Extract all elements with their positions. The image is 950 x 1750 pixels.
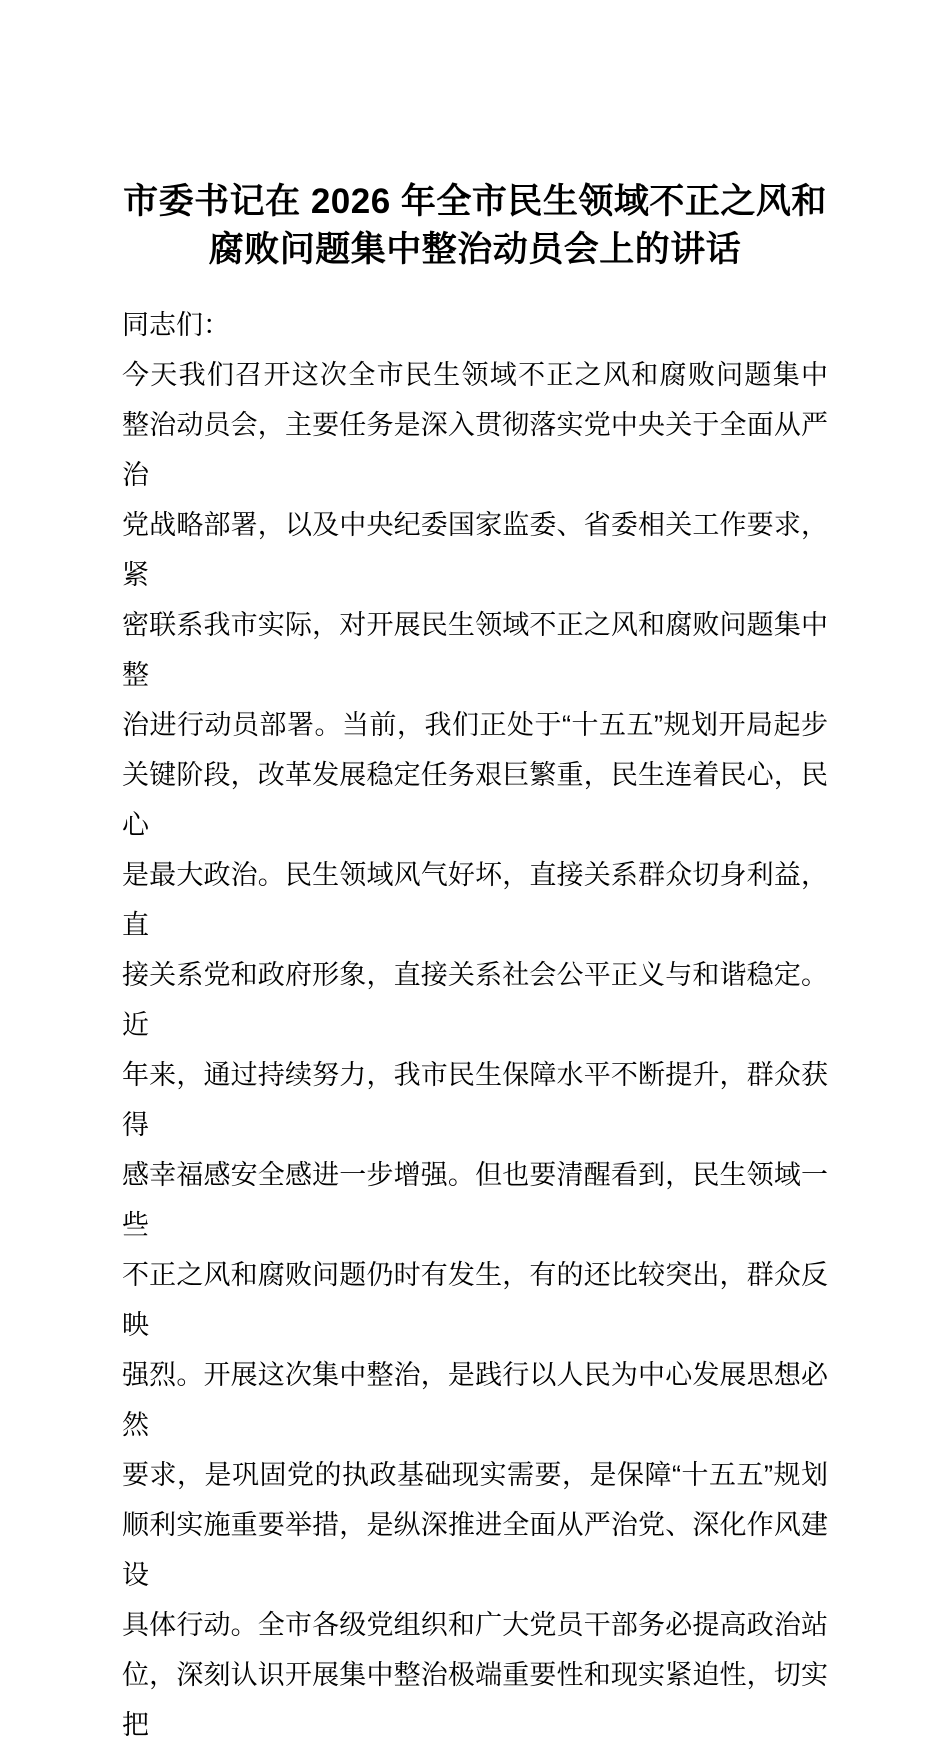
- paragraph-line: 强烈。开展这次集中整治，是践行以人民为中心发展思想必然: [122, 1360, 828, 1440]
- paragraph-line: 党战略部署，以及中央纪委国家监委、省委相关工作要求，紧: [122, 510, 828, 590]
- paragraph-line: 位，深刻认识开展集中整治极端重要性和现实紧迫性，切实把: [122, 1660, 828, 1740]
- paragraph-line: 是最大政治。民生领域风气好坏，直接关系群众切身利益，直: [122, 860, 828, 940]
- paragraph-line: 接关系党和政府形象，直接关系社会公平正义与和谐稳定。近: [122, 960, 828, 1040]
- document-title-line: 市委书记在 2026 年全市民生领域不正之风和: [123, 182, 827, 221]
- paragraph-line: 密联系我市实际，对开展民生领域不正之风和腐败问题集中整: [122, 610, 828, 690]
- paragraph-line: 感幸福感安全感进一步增强。但也要清醒看到，民生领域一些: [122, 1160, 828, 1240]
- paragraph-line: 年来，通过持续努力，我市民生保障水平不断提升，群众获得: [122, 1060, 828, 1140]
- document-title-line: 腐败问题集中整治动员会上的讲话: [208, 230, 742, 269]
- paragraph-line: 要求，是巩固党的执政基础现实需要，是保障“十五五”规划: [122, 1460, 828, 1490]
- document-title: [122, 178, 828, 274]
- document-body: [122, 300, 828, 1750]
- paragraph-line: 整治动员会，主要任务是深入贯彻落实党中央关于全面从严治: [122, 410, 828, 490]
- paragraph-line: 顺利实施重要举措，是纵深推进全面从严治党、深化作风建设: [122, 1510, 828, 1590]
- paragraph-line: 今天我们召开这次全市民生领域不正之风和腐败问题集中: [122, 360, 828, 390]
- paragraph: [122, 350, 828, 1750]
- salutation-line: 同志们：: [122, 310, 230, 340]
- paragraph-line: 具体行动。全市各级党组织和广大党员干部务必提高政治站: [122, 1610, 828, 1640]
- paragraph-line: 关键阶段，改革发展稳定任务艰巨繁重，民生连着民心，民心: [122, 760, 828, 840]
- paragraph-line: 治进行动员部署。当前，我们正处于“十五五”规划开局起步: [122, 710, 828, 740]
- paragraph-line: 不正之风和腐败问题仍时有发生，有的还比较突出，群众反映: [122, 1260, 828, 1340]
